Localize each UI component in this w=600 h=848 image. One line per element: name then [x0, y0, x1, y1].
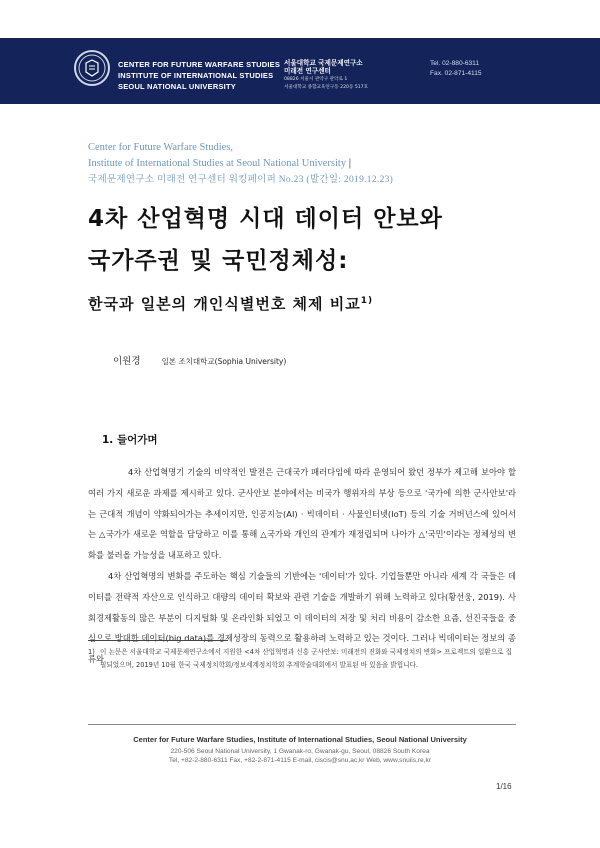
university-seal-icon	[74, 50, 110, 86]
footnote	[88, 646, 516, 671]
body-paragraph-1: 4차 산업혁명기 기술의 비약적인 발전은 근대국가 패러다임에 따라 운영되어 왔던 정부가 제고해 보아야 할 여러 가지 새로운 과제를 제시하고 있다. 군사안보 분야에서는 비국가 행위자의 부상 등으로 '국가에 의한 군사안보'라는 근대적 개념이 약화되어가는 추세이지만, 인공지능(AI) · 빅데이터 · 사물인터넷(IoT) 등의 기술 거버넌스에 있어서는 △국가가 새로운 역할을 담당하고 이를 통해 △국가와 개인의 관계가 재정립되며 나아가 △'국민'이라는 정체성의 변화를 불러올 가능성을 내포하고 있다.	[88, 467, 516, 561]
header-eng-line1: CENTER FOR FUTURE WARFARE STUDIES	[118, 60, 281, 69]
footnote-text: 이 논문은 서울대학교 국제문제연구소에서 지원한 <4차 산업혁명과 신흥 군사안보: 미래전의 진화와 국제정치의 변화> 프로젝트의 일환으로 집필되었으며, 2019년 10월 한국 국제정치학회/정보세계정치학회 추계학술대회에서 발표된 바 있음을 밝힙니다.	[100, 648, 512, 669]
footer-contact: Tel, +82-2-880-6311 Fax, +82-2-871-4115 E-mail, ciscis@snu,ac,kr Web, www,snuiis,re,kr	[168, 757, 432, 764]
footer-address: 220-506 Seoul National University, 1 Gwanak-ro, Gwanak-gu, Seoul, 08826 South Korea	[170, 748, 430, 755]
body-paragraph-2: 4차 산업혁명의 변화를 주도하는 핵심 기술들의 기반에는 '데이터'가 있다. 기업들뿐만 아니라 세계 각 국들은 데이터를 전략적 자산으로 인식하고 대량의 데이터 확보와 관련 기술을 개발하기 위해 노력하고 있다(황선웅, 2019). 사회경제활동의 많은 부분이 디지털화 및 온라인화 되었고 이 데이터의 저장 및 처리 비용이 감소한 요즘, 선진국들을 중심으로 방대한 데이터(big data)를 경제성장의 동력으로 활용하려 노력하고 있는 것이다. 그러나 빅데이터는 정보의 종류와	[88, 570, 516, 665]
footnote-divider	[88, 640, 228, 641]
header-kr-center: 미래전 연구센터	[284, 67, 331, 76]
title-line2: 국가주권 및 국민정체성:	[88, 248, 349, 274]
series-line1: Center for Future Warfare Studies,	[88, 142, 234, 153]
series-line3: 국제문제연구소 미래전 연구센터 워킹페이퍼 No.23 (발간일: 2019.12.23)	[88, 175, 394, 185]
header-english-name	[118, 59, 280, 92]
footer-divider	[88, 724, 516, 725]
series-line2: Institute of International Studies at Seoul National University	[88, 158, 347, 169]
series-separator: |	[348, 158, 352, 169]
body-text	[88, 462, 516, 670]
paper-subtitle	[88, 293, 373, 314]
header-fax: Fax. 02-871-4115	[430, 70, 482, 77]
paper-title	[88, 198, 443, 282]
page-number: 1/16	[496, 782, 512, 791]
author-name: 이원경	[113, 356, 141, 367]
page-footer	[0, 735, 600, 764]
header-kr-address1: 08826 서울시 관악구 관악로 1	[284, 76, 348, 82]
subtitle-text: 한국과 일본의 개인식별번호 체제 비교	[88, 295, 361, 313]
series-info	[88, 140, 393, 188]
author-line	[113, 353, 286, 367]
header-eng-line2: INSTITUTE OF INTERNATIONAL STUDIES	[118, 71, 274, 80]
letterhead	[0, 0, 600, 112]
header-eng-line3: SEOUL NATIONAL UNIVERSITY	[118, 82, 236, 91]
footer-institution: Center for Future Warfare Studies, Institute of International Studies, Seoul National University	[133, 735, 467, 744]
header-korean-name	[284, 59, 368, 93]
section-heading: 1. 들어가며	[102, 434, 158, 446]
subtitle-footnote-mark: 1)	[360, 296, 374, 306]
header-kr-address2: 서울대학교 종합교육연구동 220동 517호	[284, 85, 369, 91]
header-tel: Tel. 02-880-6311	[430, 60, 479, 67]
header-contact	[430, 59, 482, 79]
footnote-number: 1)	[88, 648, 95, 656]
header-kr-title: 서울대학교 국제문제연구소	[284, 59, 363, 67]
title-line1: 4차 산업혁명 시대 데이터 안보와	[88, 206, 443, 232]
author-affiliation: 일본 조치대학교(Sophia University)	[161, 357, 287, 366]
